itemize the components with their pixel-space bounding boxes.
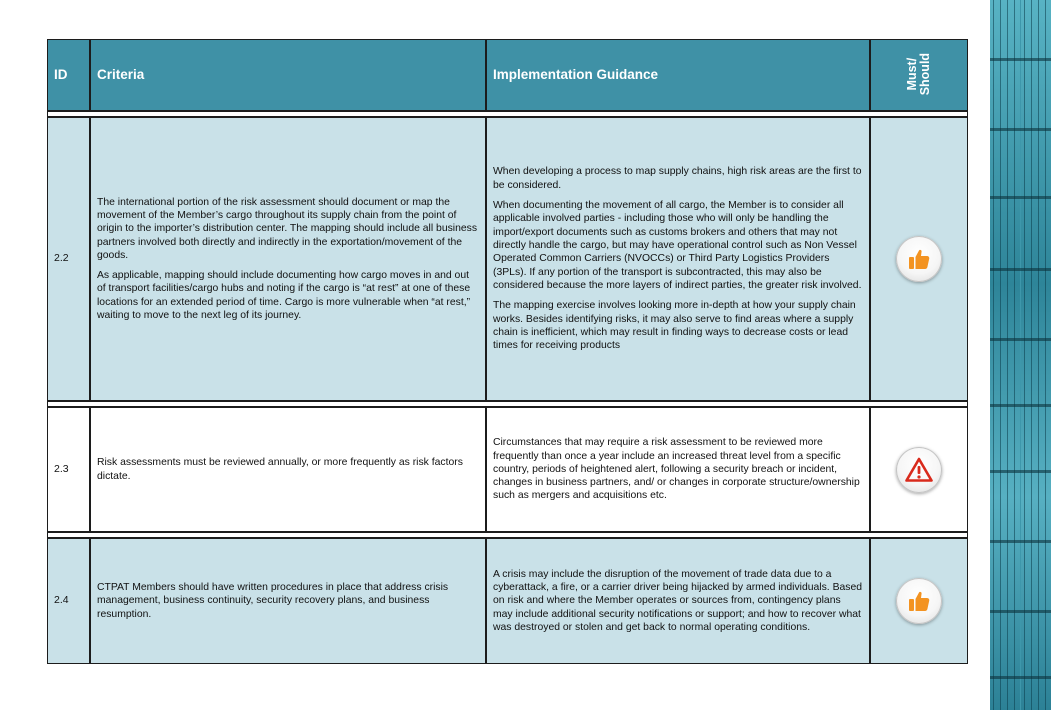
row-guidance xyxy=(486,117,870,401)
guidance-paragraph: Circumstances that may require a risk assessment to be reviewed more frequently than once a year include an increased threat level from a specific country, periods of heightened alert, following a security breach or incident, changes in business partners, and/ or changes in corporate structure/ownership such as mergers and acquisitions etc. xyxy=(493,437,860,502)
container-stack xyxy=(990,0,1020,710)
header-id: ID xyxy=(47,39,90,111)
warning-icon xyxy=(896,447,942,493)
table-header-row xyxy=(47,39,968,111)
thumbs-up-icon xyxy=(896,578,942,624)
row-guidance xyxy=(486,538,870,664)
criteria-paragraph: Risk assessments must be reviewed annually, or more frequently as risk factors dictate. xyxy=(97,457,463,482)
header-criteria: Criteria xyxy=(90,39,486,111)
row-must-should xyxy=(870,407,968,532)
row-id: 2.4 xyxy=(47,538,90,664)
row-must-should xyxy=(870,117,968,401)
table-row xyxy=(47,407,968,532)
table-row xyxy=(47,117,968,401)
header-must-should xyxy=(870,39,968,111)
criteria-table xyxy=(47,39,968,664)
table-row xyxy=(47,538,968,664)
criteria-paragraph: As applicable, mapping should include documenting how cargo moves in and out of transport facilities/cargo hubs and noting if the cargo is “at rest” at one of these locations for an extended period of time. Cargo is more vulnerable when “at rest,” waiting to move to the next leg of its journey. xyxy=(97,270,471,322)
row-criteria xyxy=(90,407,486,532)
row-criteria xyxy=(90,538,486,664)
row-criteria xyxy=(90,117,486,401)
guidance-paragraph: A crisis may include the disruption of the movement of trade data due to a cyberattack, a fire, or a carrier driver being hijacked by armed individuals. Based on risk and where the Member operates or sources from, contingency plans may include additional security notifications or support; and how to recover what was destroyed or stolen and get back to normal operating conditions. xyxy=(493,568,863,633)
thumbs-up-icon xyxy=(896,236,942,282)
row-id: 2.2 xyxy=(47,117,90,401)
header-must-should-label: Must/ Should xyxy=(904,53,932,96)
row-guidance xyxy=(486,407,870,532)
header-guidance: Implementation Guidance xyxy=(486,39,870,111)
guidance-paragraph: The mapping exercise involves looking more in-depth at how your supply chain works. Besides identifying risks, it may also serve to find areas where a supply chain is inefficient, which may result in finding ways to decrease costs or lead times for receiving products xyxy=(493,300,856,352)
row-id: 2.3 xyxy=(47,407,90,532)
criteria-paragraph: CTPAT Members should have written procedures in place that address crisis management, business continuity, security recovery plans, and business resumption. xyxy=(97,582,449,620)
criteria-paragraph: The international portion of the risk assessment should document or map the movement of the Member’s cargo throughout its supply chain from the point of origin to the importer’s distribution center. The mapping should include all business partners involved both directly and indirectly in the exportation/movement of the goods. xyxy=(97,196,478,261)
container-stack xyxy=(1021,0,1051,710)
guidance-paragraph: When documenting the movement of all cargo, the Member is to consider all applicable involved parties - including those who will only be handling the import/export documents such as customs brokers and others that may not directly handle the cargo, but may have operational control such as Non Vessel Operated Common Carriers (NVOCCs) or Third Party Logistics Providers (3PLs). If any portion of the transport is subcontracted, this may also be considered because the more layers of indirect parties, the greater risk involved. xyxy=(493,200,862,291)
row-must-should xyxy=(870,538,968,664)
shipping-containers-image xyxy=(990,0,1051,710)
guidance-paragraph: When developing a process to map supply chains, high risk areas are the first to be considered. xyxy=(493,166,862,191)
